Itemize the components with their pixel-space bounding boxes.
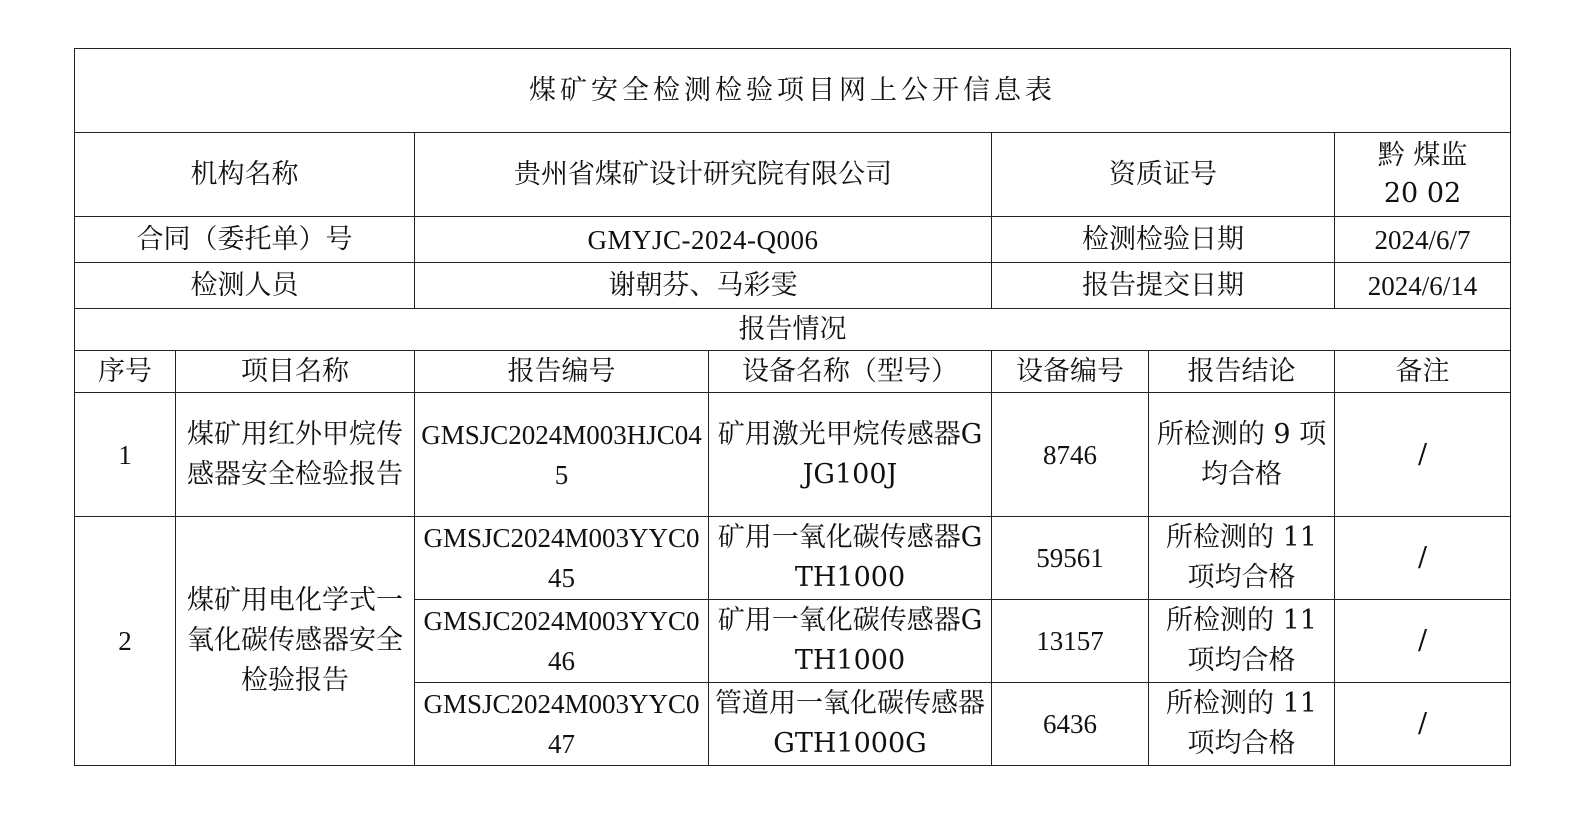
device-no-cell: 8746 <box>992 393 1149 517</box>
seq-cell: 2 <box>75 517 176 766</box>
column-header: 设备编号 <box>992 351 1149 393</box>
column-header-row <box>75 351 1511 393</box>
column-header: 报告编号 <box>415 351 709 393</box>
conclusion-cell: 所检测的 11 项均合格 <box>1149 600 1335 683</box>
report-no-cell: GMSJC2024M003YYC047 <box>415 683 709 766</box>
cert-value-line1: 黔 煤监 <box>1377 139 1468 171</box>
staff-label: 检测人员 <box>75 263 415 309</box>
submit-date-value: 2024/6/14 <box>1335 263 1511 309</box>
contract-label: 合同（委托单）号 <box>75 217 415 263</box>
column-header: 备注 <box>1335 351 1511 393</box>
test-date-label: 检测检验日期 <box>992 217 1335 263</box>
report-no-cell: GMSJC2024M003YYC045 <box>415 517 709 600</box>
device-cell: 矿用一氧化碳传感器GTH1000 <box>709 517 992 600</box>
table-row <box>75 393 1511 517</box>
cert-label: 资质证号 <box>992 133 1335 217</box>
project-cell: 煤矿用红外甲烷传感器安全检验报告 <box>176 393 415 517</box>
project-cell: 煤矿用电化学式一氧化碳传感器安全检验报告 <box>176 517 415 766</box>
note-cell: / <box>1335 517 1511 600</box>
test-date-value: 2024/6/7 <box>1335 217 1511 263</box>
report-no-cell: GMSJC2024M003HJC045 <box>415 393 709 517</box>
report-no-cell: GMSJC2024M003YYC046 <box>415 600 709 683</box>
report-section-label: 报告情况 <box>75 309 1511 351</box>
staff-value: 谢朝芬、马彩雯 <box>415 263 992 309</box>
conclusion-cell: 所检测的 11 项均合格 <box>1149 517 1335 600</box>
info-table <box>74 48 1511 766</box>
cert-value <box>1335 133 1511 217</box>
org-value: 贵州省煤矿设计研究院有限公司 <box>415 133 992 217</box>
column-header: 项目名称 <box>176 351 415 393</box>
device-cell: 矿用激光甲烷传感器GJG100J <box>709 393 992 517</box>
device-no-cell: 6436 <box>992 683 1149 766</box>
conclusion-cell: 所检测的 11 项均合格 <box>1149 683 1335 766</box>
device-cell: 矿用一氧化碳传感器GTH1000 <box>709 600 992 683</box>
column-header: 报告结论 <box>1149 351 1335 393</box>
table-row <box>75 517 1511 600</box>
device-no-cell: 59561 <box>992 517 1149 600</box>
seq-cell: 1 <box>75 393 176 517</box>
page-title: 煤矿安全检测检验项目网上公开信息表 <box>75 49 1511 133</box>
note-cell: / <box>1335 600 1511 683</box>
note-cell: / <box>1335 393 1511 517</box>
column-header: 序号 <box>75 351 176 393</box>
submit-date-label: 报告提交日期 <box>992 263 1335 309</box>
column-header: 设备名称（型号） <box>709 351 992 393</box>
conclusion-cell: 所检测的 9 项均合格 <box>1149 393 1335 517</box>
org-label: 机构名称 <box>75 133 415 217</box>
note-cell: / <box>1335 683 1511 766</box>
cert-value-line2: 20 02 <box>1383 177 1462 209</box>
device-cell: 管道用一氧化碳传感器 GTH1000G <box>709 683 992 766</box>
device-no-cell: 13157 <box>992 600 1149 683</box>
contract-value: GMYJC-2024-Q006 <box>415 217 992 263</box>
